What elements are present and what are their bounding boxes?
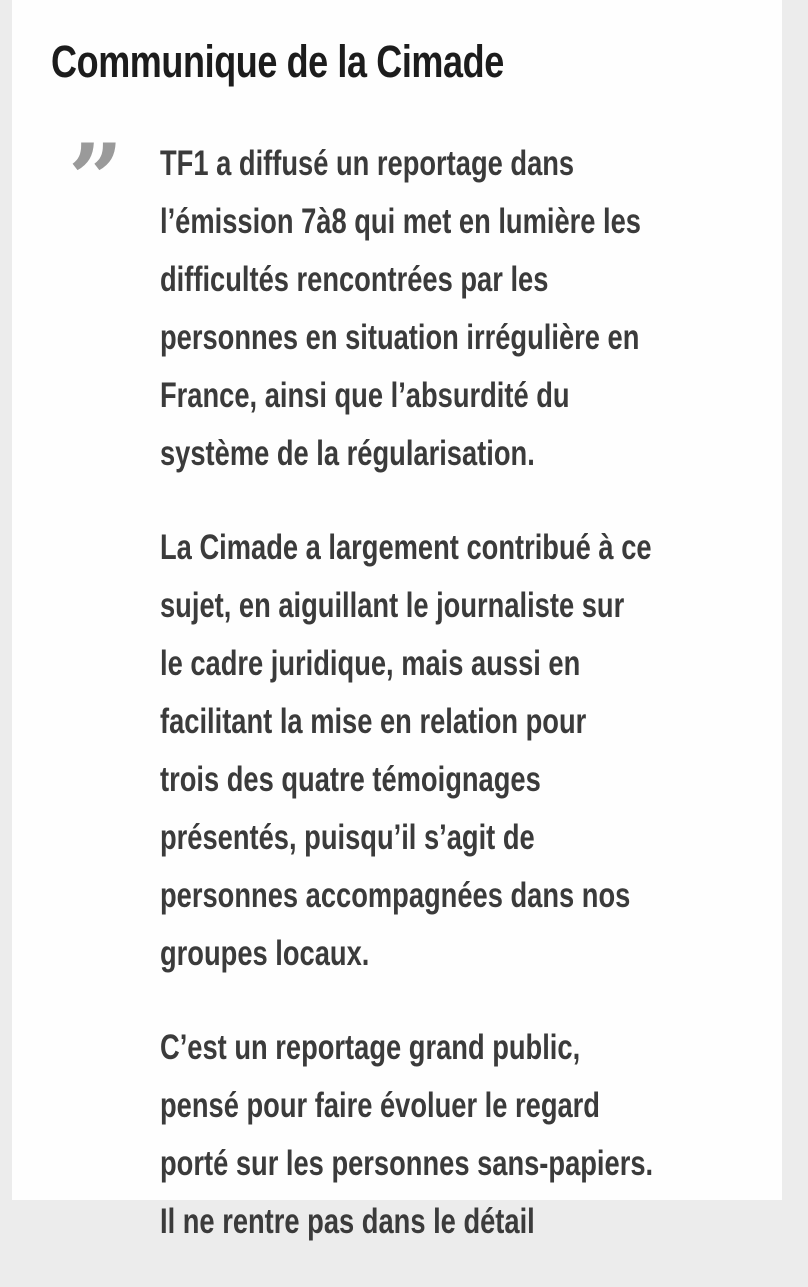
text-line: facilitant la mise en relation pour: [160, 702, 587, 741]
article-title: Communique de la Cimade: [51, 36, 504, 87]
text-line: La Cimade a largement contribué à ce: [160, 528, 652, 567]
paragraph-1: [160, 135, 745, 483]
text-line: sujet, en aiguillant le journaliste sur: [160, 586, 625, 625]
paragraph-3: [160, 1019, 745, 1251]
closing-quote-icon: ”: [68, 123, 124, 236]
text-line: difficultés rencontrées par les: [160, 260, 549, 299]
text-line: le cadre juridique, mais aussi en: [160, 644, 581, 683]
text-line: France, ainsi que l’absurdité du: [160, 376, 570, 415]
text-line: porté sur les personnes sans-papiers.: [160, 1144, 654, 1183]
blockquote: [160, 135, 745, 1287]
text-line: C’est un reportage grand public,: [160, 1028, 581, 1067]
article-page: [12, 0, 782, 1241]
text-line: trois des quatre témoignages: [160, 760, 541, 799]
paragraph-2: [160, 519, 745, 983]
text-line: Il ne rentre pas dans le détail: [160, 1202, 535, 1241]
text-line: personnes en situation irrégulière en: [160, 318, 640, 357]
text-line: présentés, puisqu’il s’agit de: [160, 818, 535, 857]
text-line: système de la régularisation.: [160, 434, 535, 473]
text-line: groupes locaux.: [160, 934, 370, 973]
text-line: pensé pour faire évoluer le regard: [160, 1086, 600, 1125]
text-line: l’émission 7à8 qui met en lumière les: [160, 202, 641, 241]
text-line: TF1 a diffusé un reportage dans: [160, 144, 575, 183]
text-line: personnes accompagnées dans nos: [160, 876, 631, 915]
